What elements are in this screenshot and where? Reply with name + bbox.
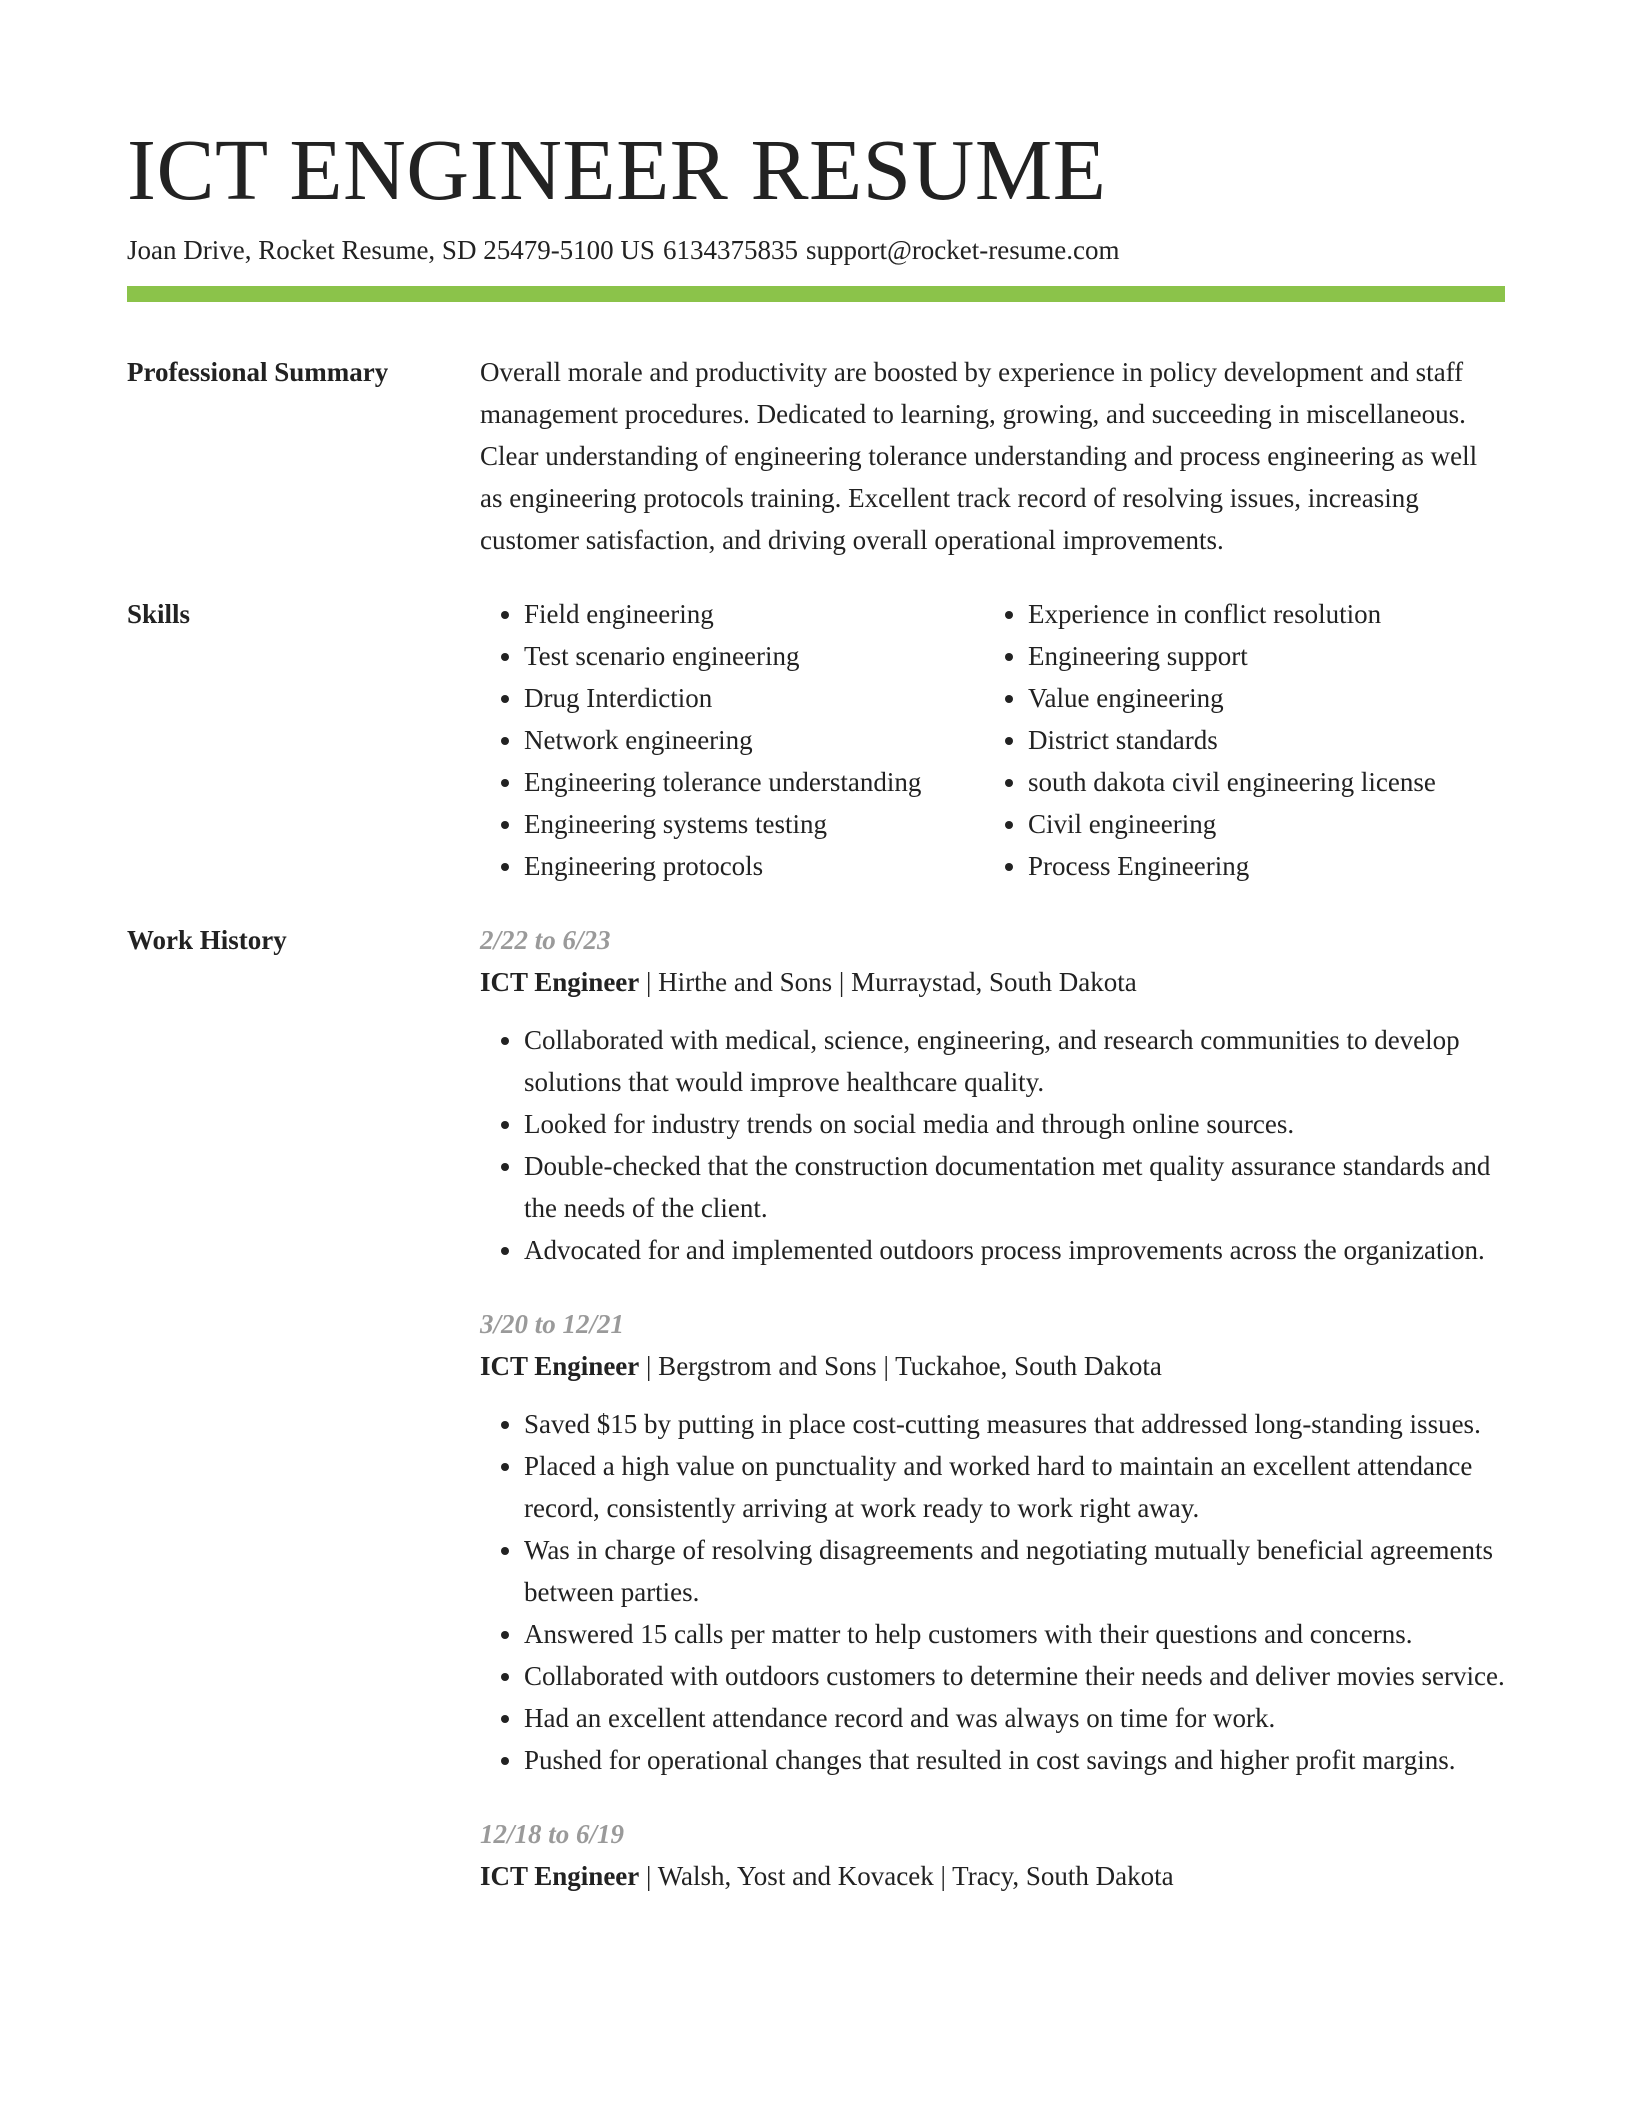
- work-history-section: [127, 919, 1505, 1929]
- job-dates: 2/22 to 6/23: [480, 925, 611, 955]
- job-details: | Bergstrom and Sons | Tuckahoe, South Dakota: [639, 1351, 1162, 1381]
- job-dates: 12/18 to 6/19: [480, 1819, 625, 1849]
- job-title: ICT Engineer: [480, 1861, 640, 1891]
- job-title: ICT Engineer: [480, 967, 640, 997]
- skill-item: • Test scenario engineering: [524, 635, 984, 677]
- skill-item: • Field engineering: [524, 593, 984, 635]
- skills-section: [127, 593, 1505, 887]
- skill-item: • Engineering support: [1028, 635, 1488, 677]
- job-bullet: • Was in charge of resolving disagreements and negotiating mutually beneficial agreements between parties.: [524, 1529, 1505, 1613]
- resume-page: [127, 118, 1505, 1929]
- skill-item: • Value engineering: [1028, 677, 1488, 719]
- job-bullet: • Looked for industry trends on social media and through online sources.: [524, 1103, 1505, 1145]
- skill-item: • Process Engineering: [1028, 845, 1488, 887]
- skills-list: [480, 593, 1505, 887]
- contact-phone: 6134375835: [662, 235, 798, 265]
- skills-column-1: [480, 593, 984, 887]
- skill-item: • Engineering tolerance understanding: [524, 761, 984, 803]
- job-dates: 3/20 to 12/21: [480, 1309, 625, 1339]
- job-details: | Hirthe and Sons | Murraystad, South Dakota: [639, 967, 1137, 997]
- skill-item: • District standards: [1028, 719, 1488, 761]
- job-entry: [480, 919, 1505, 1271]
- skill-item: • Drug Interdiction: [524, 677, 984, 719]
- job-bullet: • Pushed for operational changes that resulted in cost savings and higher profit margins.: [524, 1739, 1505, 1781]
- job-header: [480, 961, 1505, 1003]
- skill-item: • Engineering systems testing: [524, 803, 984, 845]
- job-bullet: • Collaborated with outdoors customers to determine their needs and deliver movies service.: [524, 1655, 1505, 1697]
- job-header: [480, 1345, 1505, 1387]
- header-divider: [127, 286, 1505, 302]
- skills-heading: Skills: [127, 599, 191, 629]
- contact-line: [127, 232, 1505, 268]
- job-bullet: • Collaborated with medical, science, engineering, and research communities to develop solutions that would improve healthcare quality.: [524, 1019, 1505, 1103]
- job-bullets: [480, 1019, 1505, 1271]
- summary-text: Overall morale and productivity are boosted by experience in policy development and staff management procedures. Dedicated to learning, growing, and succeeding in miscellaneous. Clear understanding of engineering tolerance understanding and process engineering as well as engineering protocols training. Excellent track record of resolving issues, increasing customer satisfaction, and driving overall operational improvements.: [480, 357, 1478, 555]
- contact-address: Joan Drive, Rocket Resume, SD 25479-5100 US: [127, 235, 655, 265]
- job-bullet: • Double-checked that the construction documentation met quality assurance standards and the needs of the client.: [524, 1145, 1505, 1229]
- work-history-list: [480, 919, 1505, 1929]
- job-bullet: • Had an excellent attendance record and was always on time for work.: [524, 1697, 1505, 1739]
- job-title: ICT Engineer: [480, 1351, 640, 1381]
- contact-email: support@rocket-resume.com: [805, 235, 1120, 265]
- job-bullet: • Advocated for and implemented outdoors process improvements across the organization.: [524, 1229, 1505, 1271]
- summary-section: [127, 351, 1505, 561]
- resume-title: ICT ENGINEER RESUME: [127, 121, 1107, 218]
- job-header: [480, 1855, 1505, 1897]
- skill-item: • Experience in conflict resolution: [1028, 593, 1488, 635]
- job-bullets: [480, 1403, 1505, 1781]
- summary-heading: Professional Summary: [127, 357, 389, 387]
- skill-item: • Network engineering: [524, 719, 984, 761]
- job-entry: [480, 1303, 1505, 1781]
- job-details: | Walsh, Yost and Kovacek | Tracy, South Dakota: [639, 1861, 1174, 1891]
- skill-item: • Engineering protocols: [524, 845, 984, 887]
- skills-column-2: [984, 593, 1488, 887]
- skill-item: • south dakota civil engineering license: [1028, 761, 1488, 803]
- job-entry: [480, 1813, 1505, 1897]
- job-bullet: • Saved $15 by putting in place cost-cutting measures that addressed long-standing issues.: [524, 1403, 1505, 1445]
- work-history-heading: Work History: [127, 925, 287, 955]
- job-bullet: • Placed a high value on punctuality and worked hard to maintain an excellent attendance record, consistently arriving at work ready to work right away.: [524, 1445, 1505, 1529]
- skill-item: • Civil engineering: [1028, 803, 1488, 845]
- job-bullet: • Answered 15 calls per matter to help customers with their questions and concerns.: [524, 1613, 1505, 1655]
